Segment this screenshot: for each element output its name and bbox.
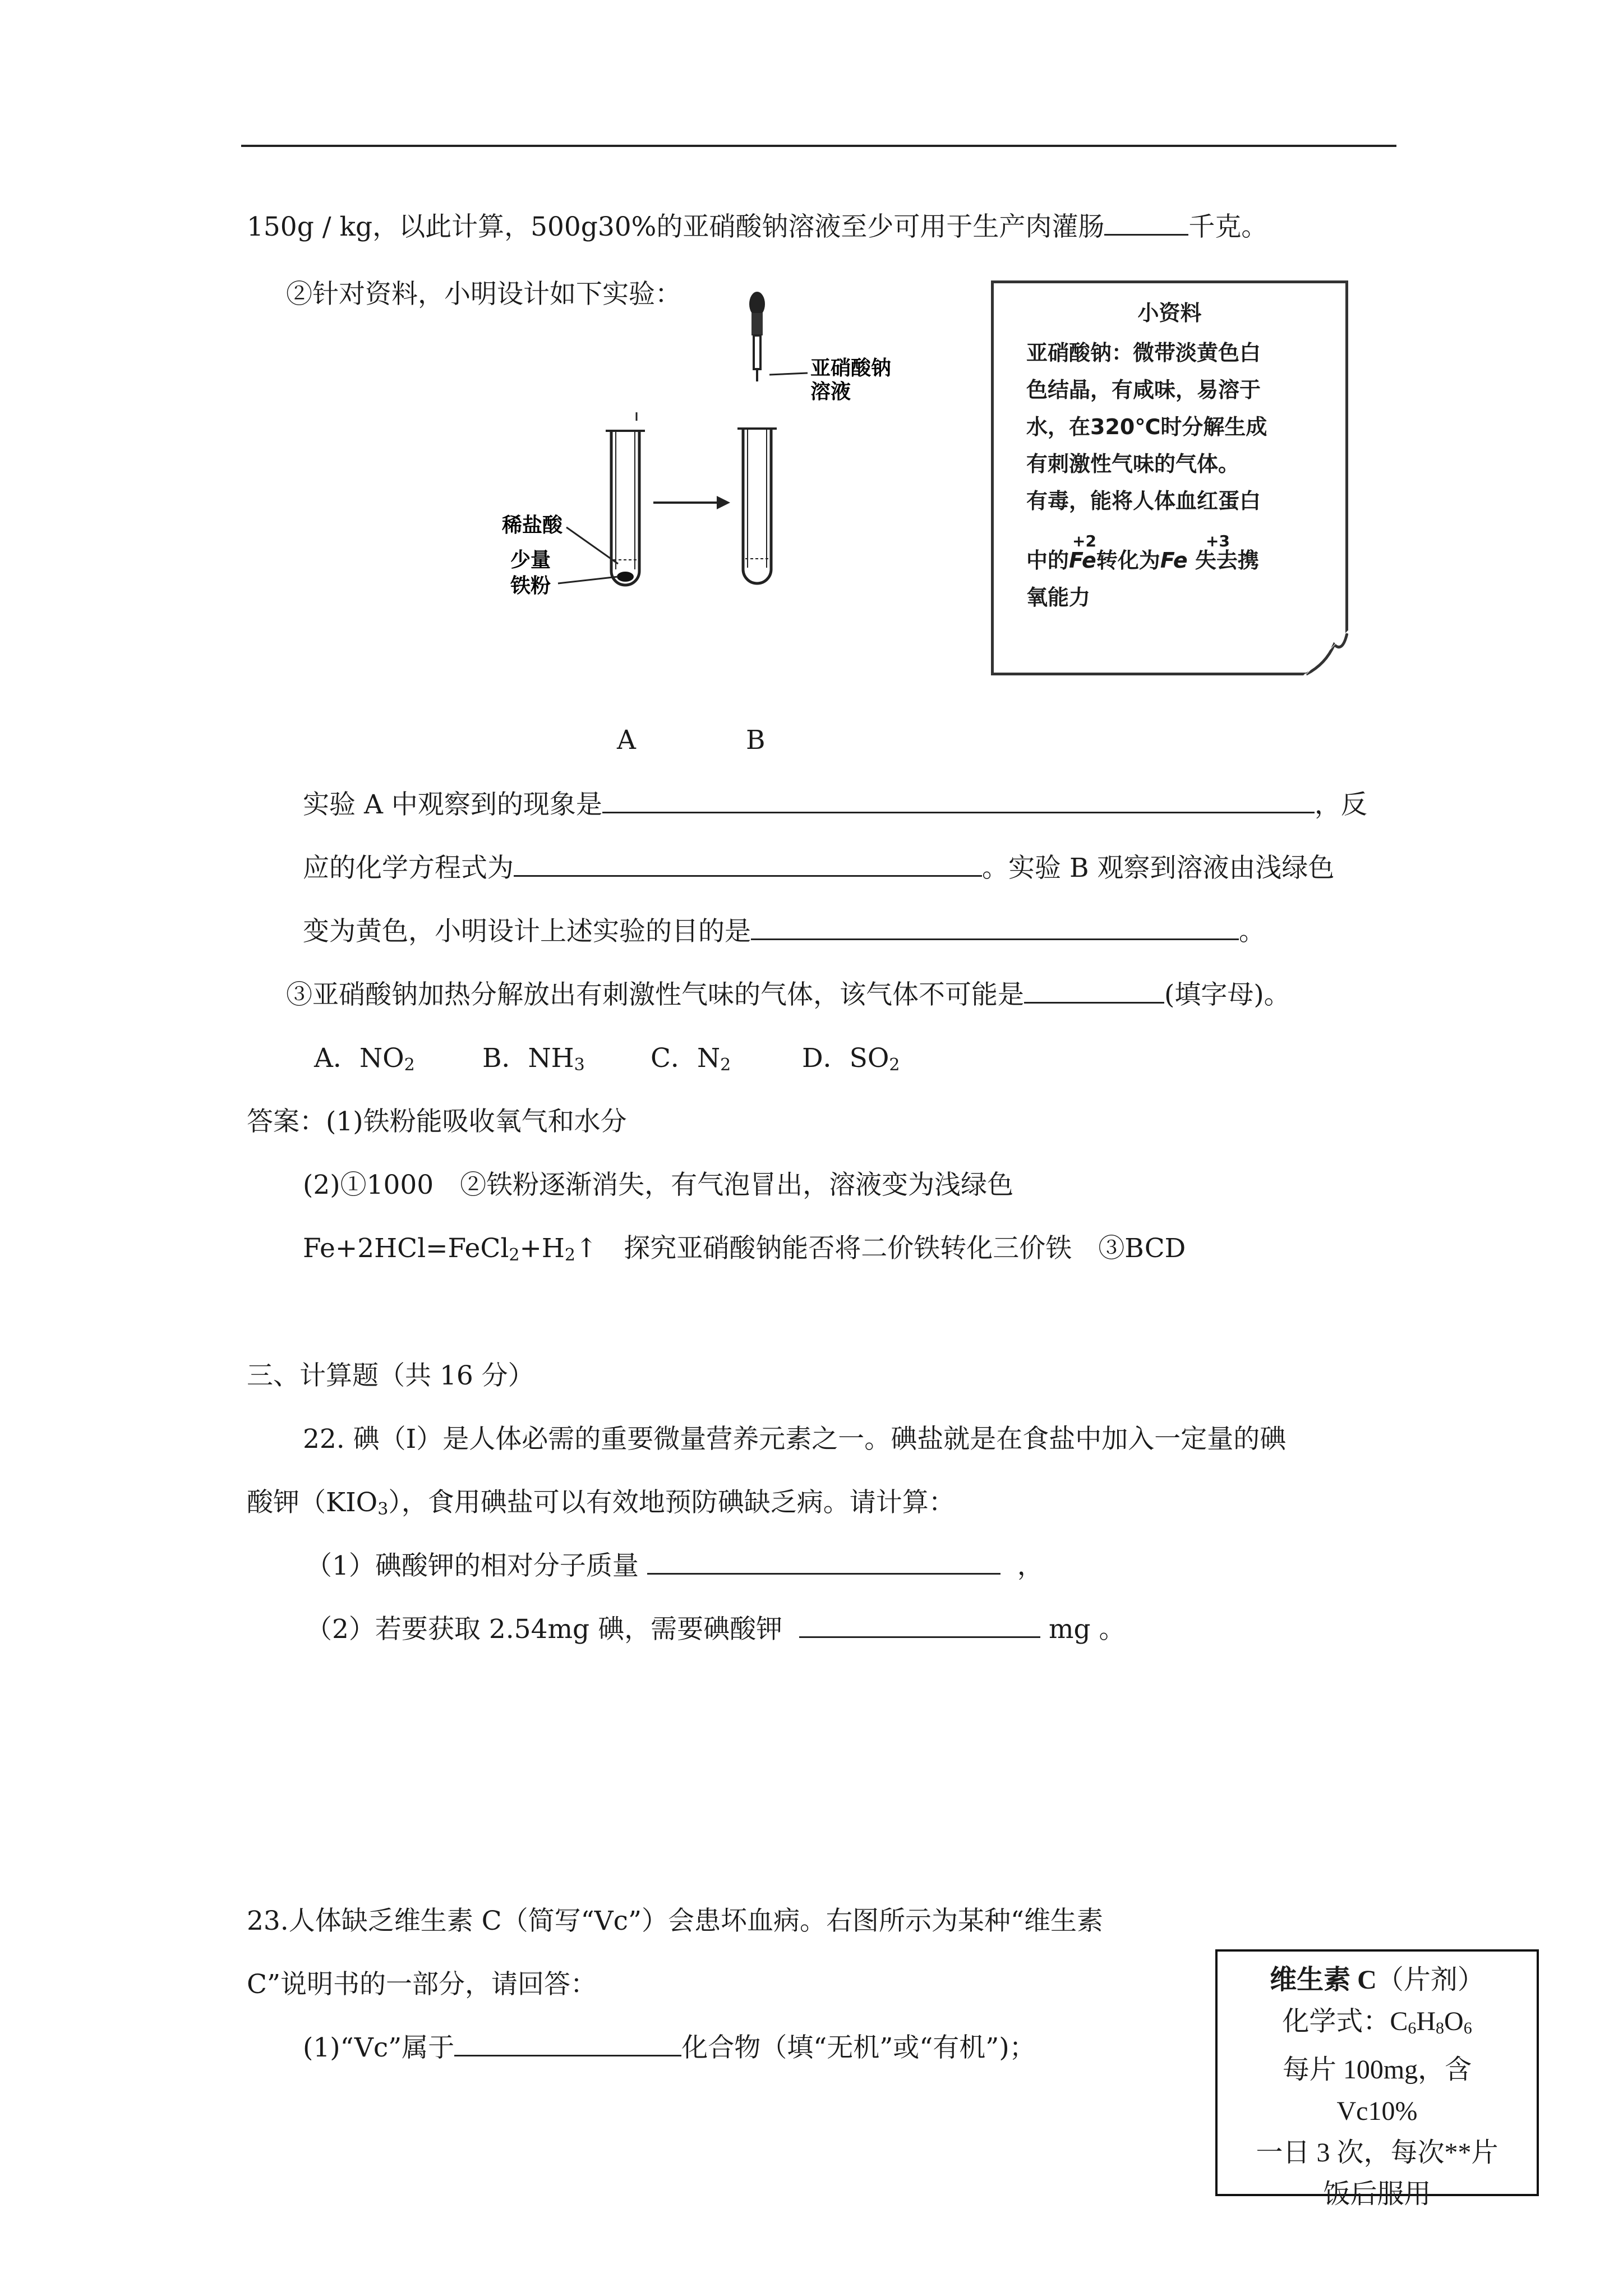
figure-label-a: A	[617, 725, 636, 756]
question-text: 千克。	[1188, 211, 1268, 242]
question-22-part-1	[306, 1549, 1044, 1583]
answer-line-2: (2)①1000 ②铁粉逐渐消失，有气泡冒出，溶液变为浅绿色	[303, 1170, 1014, 1200]
question-text: 化合物（填“无机”或“有机”)；	[681, 2032, 1036, 2063]
fe-symbol: Fe	[1069, 548, 1096, 573]
vc-line: 每片 100mg，含	[1282, 2055, 1472, 2085]
question-22-part-2	[306, 1613, 1126, 1646]
header-rule	[241, 145, 1396, 147]
question-text: 。	[1239, 916, 1265, 947]
question-23-line-1: 23.人体缺乏维生素 C（简写“Vc”）会患坏血病。右图所示为某种“维生素	[247, 1906, 1103, 1936]
note-line: 氧能力	[1026, 585, 1091, 610]
answer-blank-molar-mass[interactable]	[647, 1572, 1000, 1575]
test-tube-b	[737, 429, 777, 583]
option-d: D．$SO_2$	[802, 1043, 900, 1075]
note-title: 小资料	[1137, 301, 1202, 325]
experiment-a-line	[303, 788, 1367, 822]
question-text: 。实验 B 观察到溶液由浅绿色	[982, 853, 1335, 884]
answer-blank[interactable]	[1104, 233, 1188, 236]
option-c: C．$N_2$	[651, 1043, 731, 1075]
note-text: 中的	[1026, 548, 1069, 573]
note-line: 色结晶，有咸味，易溶于	[1026, 378, 1261, 402]
label-small-amount: 少量	[510, 549, 551, 572]
fe-charge-2: +2	[1072, 532, 1096, 550]
answer-blank-compound-type[interactable]	[454, 2054, 681, 2056]
answer-blank-letter[interactable]	[1024, 1001, 1164, 1004]
vc-title: 维生素 C（片剂）	[1270, 1965, 1484, 1995]
question-text: （2）若要获取 2.54mg 碘，需要碘酸钾	[306, 1614, 783, 1645]
vitamin-c-label-box	[1215, 1949, 1539, 2209]
note-line: 水，在320℃时分解生成	[1026, 415, 1267, 439]
vc-formula: 化学式：$C_6H_8O_6$	[1282, 2007, 1472, 2037]
vc-line: Vc10%	[1336, 2096, 1418, 2126]
answer-blank-purpose[interactable]	[751, 938, 1239, 940]
page-curl-icon	[1303, 631, 1348, 675]
fe-symbol: Fe	[1160, 548, 1188, 573]
figure-label-b: B	[746, 725, 766, 756]
note-line: 有刺激性气味的气体。	[1026, 452, 1240, 476]
question-23-line-2: C”说明书的一部分，请回答：	[247, 1969, 597, 2000]
vc-line: 饭后服用	[1323, 2179, 1431, 2209]
sub-question-3	[286, 978, 1290, 1012]
answer-blank-phenomenon[interactable]	[602, 811, 1315, 813]
answer-line-3: $Fe+2HCl=FeCl_2+H_2↑$ 探究亚硝酸钠能否将二价铁转化三价铁 ③BCD	[303, 1233, 1186, 1265]
answer-blank-mass[interactable]	[799, 1636, 1040, 1638]
dropper-icon	[749, 292, 765, 381]
label-iron-powder: 铁粉	[510, 574, 551, 597]
question-text: 实验 A 中观察到的现象是	[303, 789, 602, 820]
answer-blank-equation[interactable]	[514, 875, 982, 877]
fe-charge-3: +3	[1206, 532, 1230, 550]
question-text: ，反	[1314, 789, 1367, 820]
question-text: (1)“Vc”属于	[303, 2032, 455, 2063]
section-heading: 三、计算题（共 16 分）	[247, 1360, 534, 1391]
note-text: 转化为	[1096, 548, 1160, 573]
continued-question-line	[247, 210, 1267, 244]
note-line: 有毒，能将人体血红蛋白	[1026, 489, 1261, 513]
question-text: 应的化学方程式为	[303, 853, 514, 884]
question-23-part-1	[303, 2031, 1036, 2065]
question-text: mg 。	[1048, 1614, 1126, 1645]
experiment-figure	[494, 280, 953, 628]
note-line: 亚硝酸钠：微带淡黄色白	[1026, 341, 1261, 365]
question-22-line-2: 酸钾$(KIO_3)$，食用碘盐可以有效地预防碘缺乏病。请计算：	[247, 1487, 955, 1519]
iron-powder	[617, 572, 634, 582]
question-text: (填字母)。	[1164, 979, 1290, 1010]
info-note-card	[991, 280, 1348, 675]
question-text: ，	[1017, 1550, 1044, 1581]
question-text: 150g / kg，以此计算，500g30%的亚硝酸钠溶液至少可用于生产肉灌肠	[247, 211, 1105, 242]
equation-line	[303, 852, 1334, 885]
dropper-leader-line	[769, 373, 808, 375]
note-line	[1026, 547, 1259, 574]
note-text: 失去携	[1195, 548, 1259, 573]
label-solution: 溶液	[810, 380, 851, 403]
sub-question-2-intro: ②针对资料，小明设计如下实验：	[286, 279, 681, 310]
label-nitrite: 亚硝酸钠	[810, 357, 892, 380]
question-text: ③亚硝酸钠加热分解放出有刺激性气味的气体，该气体不可能是	[286, 979, 1024, 1010]
option-a: A．$NO_2$	[314, 1043, 415, 1075]
purpose-line	[303, 915, 1265, 949]
label-dilute-acid: 稀盐酸	[502, 514, 563, 537]
answer-line-1: 答案：(1)铁粉能吸收氧气和水分	[247, 1106, 627, 1137]
option-b: B．$NH_3$	[482, 1043, 585, 1075]
question-text: 变为黄色，小明设计上述实验的目的是	[303, 916, 751, 947]
question-22-line-1: 22. 碘（I）是人体必需的重要微量营养元素之一。碘盐就是在食盐中加入一定量的碘	[303, 1424, 1287, 1455]
vc-line: 一日 3 次，每次**片	[1256, 2138, 1498, 2168]
question-text: （1）碘酸钾的相对分子质量	[306, 1550, 639, 1581]
